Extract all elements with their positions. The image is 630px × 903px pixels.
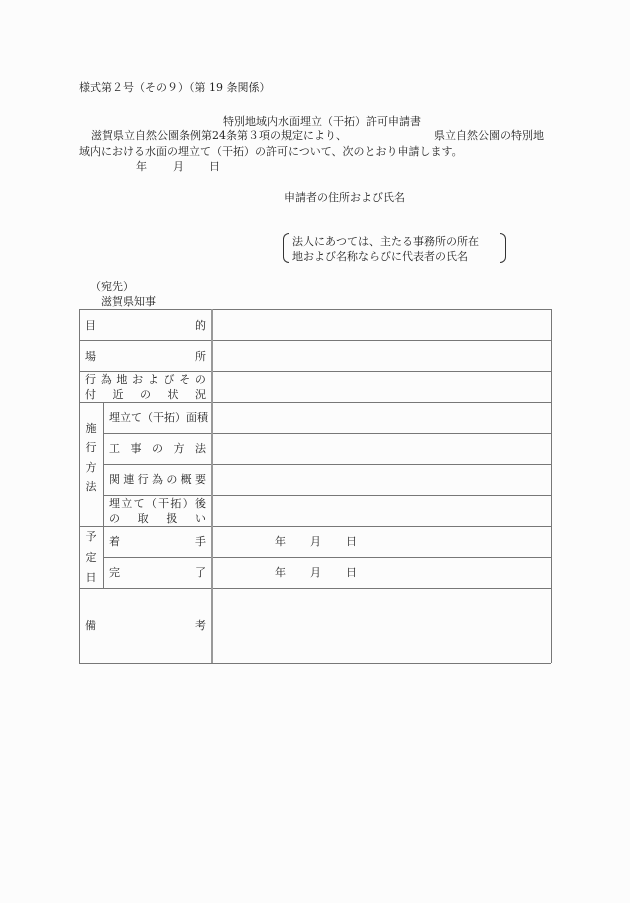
label-purpose: 目 的 <box>85 319 206 332</box>
start-year-label: 年 <box>275 535 286 548</box>
table-border-right <box>551 309 552 663</box>
table-border-bottom <box>79 663 551 664</box>
related-activities-field[interactable] <box>214 465 550 495</box>
bracket-left <box>283 233 289 263</box>
label-method-group: 施 行 方 法 <box>85 422 97 493</box>
addressee-name: 滋賀県知事 <box>101 295 156 308</box>
site-status-field[interactable] <box>214 372 550 402</box>
bracket-right <box>500 233 506 263</box>
date-month-label: 月 <box>173 160 184 173</box>
reclamation-area-field[interactable] <box>214 403 550 433</box>
purpose-field[interactable] <box>214 310 550 340</box>
start-date-field[interactable] <box>214 527 550 557</box>
applicant-note-line1: 法人にあつては、主たる事務所の所在 <box>292 235 479 248</box>
finish-month-label: 月 <box>310 566 321 579</box>
applicant-label: 申請者の住所および氏名 <box>284 191 405 204</box>
label-start: 着 手 <box>109 535 206 548</box>
label-column-divider <box>211 309 213 663</box>
location-field[interactable] <box>214 341 550 371</box>
construction-method-field[interactable] <box>214 434 550 464</box>
finish-date-field[interactable] <box>214 558 550 588</box>
remarks-field[interactable] <box>214 589 550 662</box>
label-post-reclamation-line1: 埋 立 て （ 干 拓 ） 後 <box>109 497 206 510</box>
intro-line1-a: 滋賀県立自然公園条例第24条第３項の規定により、 <box>91 129 347 142</box>
label-remarks: 備 考 <box>85 619 206 632</box>
label-finish: 完 了 <box>109 566 206 579</box>
label-site-status-line1: 行 為 地 お よ び そ の <box>85 373 206 386</box>
label-reclamation-area: 埋立て（干拓）面積 <box>109 411 208 424</box>
label-site-status-line2: 付 近 の 状 況 <box>85 388 206 401</box>
subgroup-divider <box>103 402 104 588</box>
addressee-prefix: （宛先） <box>90 280 134 293</box>
finish-day-label: 日 <box>346 566 357 579</box>
label-location: 場 所 <box>85 350 206 363</box>
start-day-label: 日 <box>346 535 357 548</box>
date-day-label: 日 <box>209 160 220 173</box>
intro-line2: 域内における水面の埋立て（干拓）の許可について、次のとおり申請します。 <box>79 145 463 158</box>
start-month-label: 月 <box>310 535 321 548</box>
post-reclamation-handling-field[interactable] <box>214 496 550 526</box>
intro-line1-b: 県立自然公園の特別地 <box>434 129 544 142</box>
label-related-activities: 関 連 行 為 の 概 要 <box>109 473 206 486</box>
label-post-reclamation-line2: の 取 扱 い <box>109 512 206 525</box>
applicant-note-line2: 地および名称ならびに代表者の氏名 <box>292 250 468 263</box>
finish-year-label: 年 <box>275 566 286 579</box>
date-year-label: 年 <box>136 160 147 173</box>
label-construction-method: 工 事 の 方 法 <box>109 442 206 455</box>
form-number: 様式第２号（その９）（第 19 条関係） <box>79 81 271 94</box>
label-schedule-group: 予 定 日 <box>85 530 97 584</box>
form-title: 特別地域内水面埋立（干拓）許可申請書 <box>223 115 421 128</box>
